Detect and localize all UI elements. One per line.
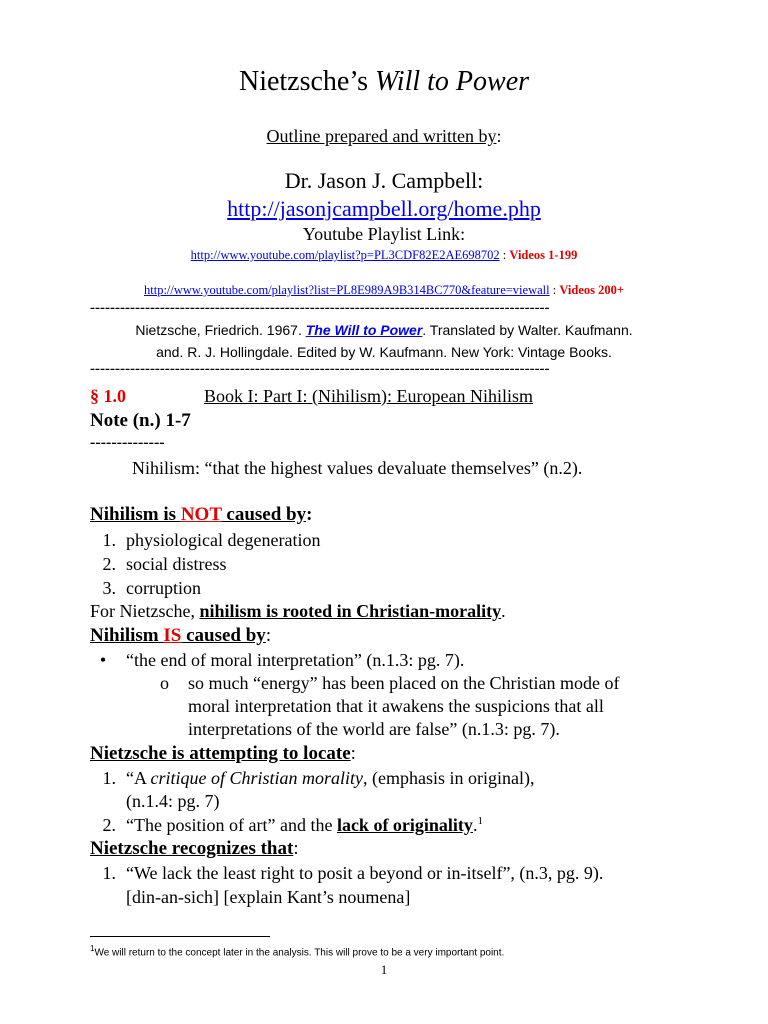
- sub-bullet-line: so much “energy” has been placed on the Christian mode of: [188, 673, 620, 693]
- page-number: 1: [380, 962, 388, 977]
- is-caused-suffix: caused by: [181, 625, 266, 646]
- bullet-text: “the end of moral interpretation” (n.1.3: pg. 7).: [126, 650, 465, 670]
- list-item-text: corruption: [126, 578, 201, 598]
- rooted-prefix: For Nietzsche,: [90, 601, 200, 621]
- section-number: § 1.0: [90, 386, 126, 406]
- section-title: Book I: Part I: (Nihilism): European Nihilism: [204, 386, 533, 406]
- locate-colon: :: [350, 743, 356, 764]
- recognizes-item1-line2: [din-an-sich] [explain Kant’s noumena]: [126, 887, 411, 907]
- citation-line-2: and. R. J. Hollingdale. Edited by W. Kaufmann. New York: Vintage Books.: [156, 344, 612, 360]
- footnote-text: We will return to the concept later in the analysis. This will prove to be a very important point.: [94, 947, 505, 959]
- locate-item1-prefix: “A: [126, 768, 151, 788]
- section-header: [90, 386, 533, 407]
- locate-item1-suffix: , (emphasis in original),: [363, 768, 535, 788]
- rooted-end: .: [501, 601, 506, 621]
- divider-top: --------------------------------------------------------------------------------------------: [90, 300, 550, 316]
- locate-item1-italic: critique of Christian morality: [150, 768, 364, 788]
- document-title: [0, 66, 768, 98]
- recognizes-heading-text: Nietzsche recognizes that: [90, 838, 294, 859]
- author-name: Dr. Jason J. Campbell:: [284, 168, 484, 193]
- sub-bullet-line: interpretations of the world are false” (n.1.3: pg. 7).: [188, 719, 560, 739]
- not-caused-colon: :: [306, 504, 313, 525]
- nihilism-definition: Nihilism: “that the highest values devaluate themselves” (n.2).: [132, 458, 583, 478]
- recognizes-heading: [90, 838, 299, 860]
- short-divider: --------------: [90, 434, 165, 451]
- is-caused-heading: [90, 625, 271, 647]
- is-caused-emph: IS: [163, 625, 182, 646]
- playlist-sep-2: :: [549, 283, 560, 297]
- list-item-text: physiological degeneration: [126, 530, 321, 550]
- bullet-icon: •: [99, 650, 107, 670]
- footnote-separator: [90, 936, 270, 937]
- not-caused-emph: NOT: [180, 504, 222, 525]
- list-item: 2. social distress: [102, 554, 227, 574]
- rooted-line: [90, 601, 506, 622]
- sub-bullet-marker: o: [160, 673, 169, 693]
- citation-line-1: [0, 322, 768, 338]
- footnote-ref[interactable]: 1: [477, 815, 483, 827]
- bullet-item: [90, 650, 464, 671]
- outline-credit-colon: :: [496, 126, 502, 146]
- sub-bullet-line: moral interpretation that it awakens the suspicions that all: [188, 696, 604, 716]
- not-caused-heading: [90, 504, 312, 526]
- playlist-link-1[interactable]: http://www.youtube.com/playlist?p=PL3CDF82E2AE698702: [190, 248, 500, 262]
- recognizes-colon: :: [293, 838, 299, 859]
- playlist-label-1: Videos 1-199: [509, 248, 578, 262]
- citation-book-link[interactable]: The Will to Power: [305, 322, 423, 338]
- outline-credit: [0, 126, 768, 147]
- footnote-mark: 1: [90, 944, 95, 953]
- list-item: 1. physiological degeneration: [102, 530, 321, 550]
- outline-credit-text: Outline prepared and written by: [266, 126, 497, 146]
- locate-heading: [90, 743, 356, 765]
- homepage-link[interactable]: http://jasonjcampbell.org/home.php: [227, 196, 541, 221]
- playlist-link-2[interactable]: http://www.youtube.com/playlist?list=PL8E989A9B314BC770&feature=viewall: [144, 283, 550, 297]
- list-item: 1. “A critique of Christian morality, (emphasis in original),: [102, 768, 535, 788]
- is-caused-prefix: Nihilism: [90, 625, 164, 646]
- homepage-line: [0, 196, 768, 222]
- locate-item2-emph: lack of originality: [336, 815, 473, 835]
- title-book: Will to Power: [375, 66, 530, 97]
- list-item: 2. “The position of art” and the lack of originality.$^1$: [102, 815, 483, 835]
- citation-author: Nietzsche, Friedrich. 1967.: [135, 322, 306, 338]
- playlist-line-1: [0, 248, 768, 263]
- not-caused-prefix: Nihilism is: [90, 504, 181, 525]
- is-caused-colon: :: [265, 625, 272, 646]
- citation-translator: . Translated by Walter. Kaufmann.: [422, 322, 633, 338]
- recognizes-item1-line1: “We lack the least right to posit a beyond or in-itself”, (n.3, pg. 9).: [126, 863, 604, 883]
- playlist-label-2: Videos 200+: [559, 283, 624, 297]
- title-prefix: Nietzsche’s: [238, 66, 376, 97]
- list-item: 1. “We lack the least right to posit a beyond or in-itself”, (n.3, pg. 9).: [102, 863, 604, 883]
- playlist-line-2: [0, 283, 768, 298]
- list-item: 3. corruption: [102, 578, 201, 598]
- divider-bottom: --------------------------------------------------------------------------------------------: [90, 361, 550, 377]
- not-caused-suffix: caused by: [221, 504, 307, 525]
- rooted-emph: nihilism is rooted in Christian-morality: [199, 601, 502, 621]
- locate-heading-text: Nietzsche is attempting to locate: [90, 743, 351, 764]
- playlist-label: Youtube Playlist Link:: [302, 224, 466, 244]
- playlist-sep-1: :: [499, 248, 510, 262]
- list-item-text: social distress: [126, 554, 227, 574]
- locate-item2-end: .: [472, 815, 478, 835]
- locate-item1-line2: (n.1.4: pg. 7): [126, 791, 220, 811]
- note-range: Note (n.) 1-7: [90, 410, 191, 431]
- locate-item2-prefix: “The position of art” and the: [126, 815, 337, 835]
- footnote: [90, 944, 504, 958]
